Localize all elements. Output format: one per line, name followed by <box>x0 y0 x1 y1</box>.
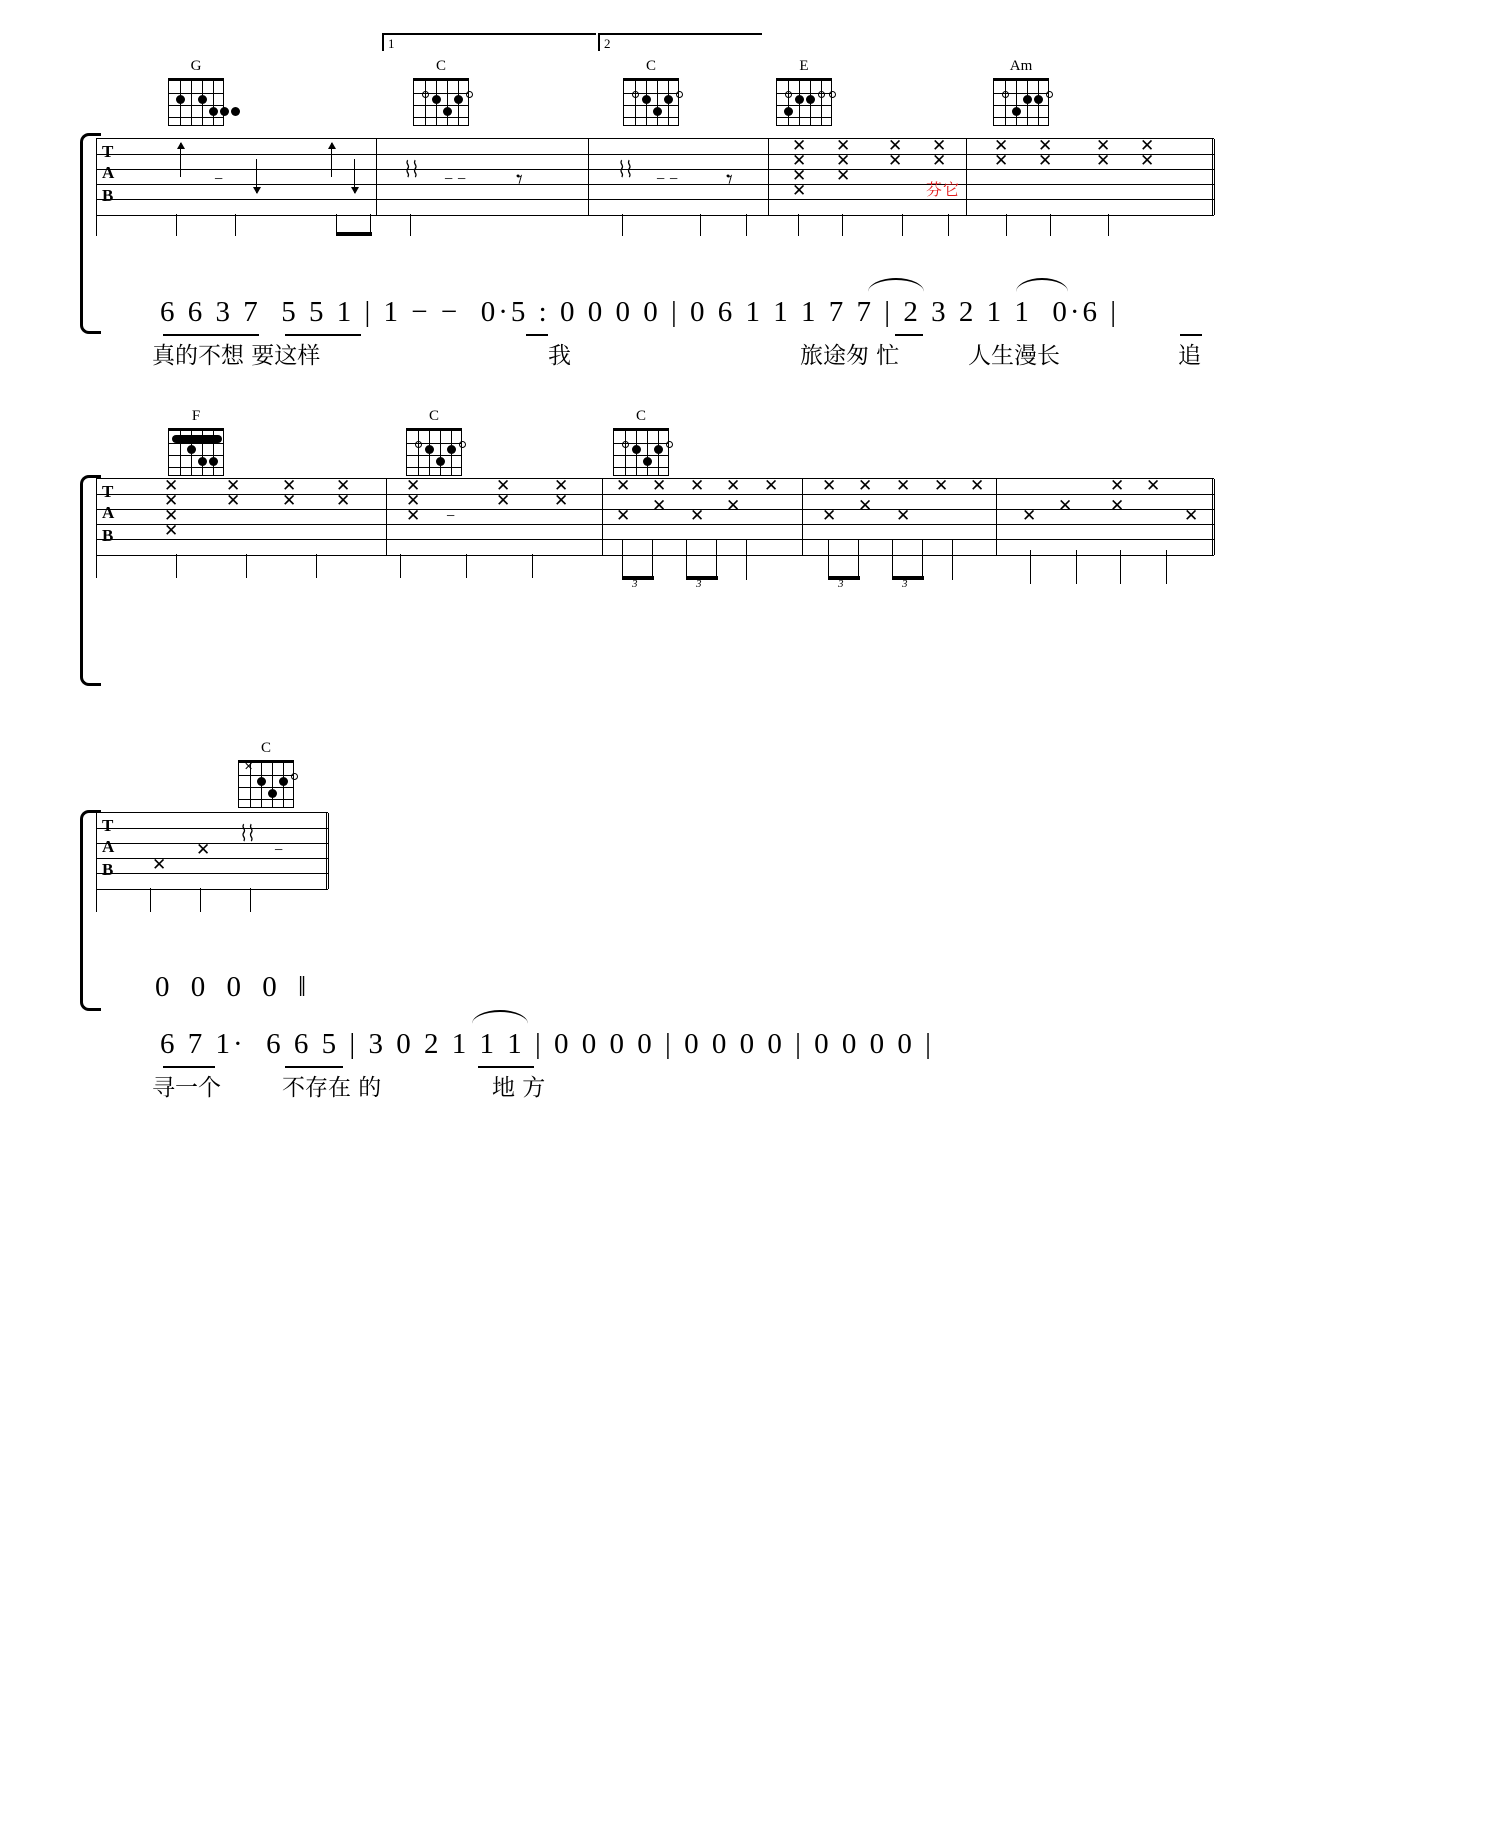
mute-x: ✕ <box>836 151 851 170</box>
lyrics-line-1-e: 追 <box>1178 343 1201 369</box>
mute-x: ✕ <box>792 181 807 200</box>
mute-x: ✕ <box>1110 496 1125 515</box>
mute-x: ✕ <box>226 476 241 495</box>
mute-x: ✕ <box>1038 136 1053 155</box>
mute-x: ✕ <box>616 476 631 495</box>
tab-dash: − − <box>444 171 467 188</box>
mute-x: ✕ <box>406 506 421 525</box>
mute-x: ✕ <box>652 496 667 515</box>
mute-x: ✕ <box>858 496 873 515</box>
mute-x: ✕ <box>934 476 949 495</box>
tab-dash: − <box>214 171 224 188</box>
note-stem <box>652 540 653 580</box>
note-beam <box>828 576 860 580</box>
note-stem <box>150 888 151 912</box>
mute-x: ✕ <box>554 491 569 510</box>
note-stem <box>746 214 747 236</box>
jianpu-underline <box>163 334 259 336</box>
note-stem <box>622 540 623 580</box>
tab-letter-b: B <box>102 186 114 205</box>
strum-down-arrow <box>256 159 257 193</box>
lyrics-line-1-d: 人生漫长 <box>968 343 1060 369</box>
note-stem <box>842 214 843 236</box>
triplet-marker: 3 <box>902 578 908 590</box>
mute-x: ✕ <box>896 506 911 525</box>
mute-x: ✕ <box>1140 136 1155 155</box>
mute-x: ✕ <box>858 476 873 495</box>
slur <box>1016 278 1068 292</box>
mute-x: ✕ <box>406 491 421 510</box>
rest-mark: 𝄾 <box>516 165 523 194</box>
jianpu-line-2: 6 7 1· 6 6 5 | 3 0 2 1 1 1 | 0 0 0 0 | 0 0 0 0 | 0 0 0 0 | <box>160 1028 934 1060</box>
mute-x: ✕ <box>152 855 167 874</box>
note-beam <box>686 576 718 580</box>
mute-x: ✕ <box>164 491 179 510</box>
tab-letter-a: A <box>102 163 115 182</box>
note-stem <box>828 540 829 580</box>
lyrics-line-2-a: 寻一个 <box>152 1075 221 1101</box>
mute-x: ✕ <box>836 136 851 155</box>
mute-x: ✕ <box>822 476 837 495</box>
tab-letter-b: B <box>102 526 114 545</box>
mute-x: ✕ <box>1096 151 1111 170</box>
note-stem <box>700 214 701 236</box>
note-stem <box>466 554 467 578</box>
ending-number-1: 1 <box>388 36 395 51</box>
note-stem <box>922 540 923 580</box>
mute-x: ✕ <box>1110 476 1125 495</box>
mute-x: ✕ <box>690 476 705 495</box>
mute-x: ✕ <box>1096 136 1111 155</box>
chord-name: G <box>190 58 202 74</box>
mute-x: ✕ <box>164 506 179 525</box>
strum-up-arrow <box>180 143 181 177</box>
note-stem <box>176 554 177 578</box>
muted-string-x: ✕ <box>244 761 254 773</box>
note-stem <box>96 888 97 912</box>
mute-x: ✕ <box>226 491 241 510</box>
mute-x: ✕ <box>932 136 947 155</box>
arpeggio-squiggle: ⌇⌇ <box>240 821 256 846</box>
note-stem <box>952 540 953 580</box>
mute-x: ✕ <box>1184 506 1199 525</box>
mute-x: ✕ <box>994 136 1009 155</box>
tab-dash: − <box>274 842 284 859</box>
mute-x: ✕ <box>896 476 911 495</box>
jianpu-line-3: 0 0 0 0 ‖ <box>155 971 314 1003</box>
lyrics-line-2-c: 地 方 <box>492 1075 546 1101</box>
mute-x: ✕ <box>282 476 297 495</box>
chord-grid <box>776 78 832 126</box>
tab-letter-a: A <box>102 503 115 522</box>
lyrics-line-1-a: 真的不想 要这样 <box>152 343 321 369</box>
tab-letter-a: A <box>102 837 115 856</box>
note-stem <box>250 888 251 912</box>
note-stem <box>1108 214 1109 236</box>
note-stem <box>716 540 717 580</box>
note-stem <box>400 554 401 578</box>
mute-x: ✕ <box>1022 506 1037 525</box>
note-stem <box>176 214 177 236</box>
note-stem <box>1030 550 1031 584</box>
jianpu-underline <box>1180 334 1202 336</box>
system-1 <box>0 0 1500 380</box>
chord-grid <box>993 78 1049 126</box>
rest-mark: 𝄾 <box>726 165 733 194</box>
chord-grid <box>623 78 679 126</box>
chord-grid <box>168 78 224 126</box>
system-2 <box>0 390 1500 1101</box>
note-stem <box>798 214 799 236</box>
tab-letter-t: T <box>102 142 114 161</box>
note-stem <box>96 214 97 236</box>
watermark: 芬它 <box>926 180 961 199</box>
mute-x: ✕ <box>164 476 179 495</box>
tab-staff <box>96 812 328 890</box>
mute-x: ✕ <box>764 476 779 495</box>
note-stem <box>746 540 747 580</box>
note-beam <box>622 576 654 580</box>
chord-grid <box>168 428 224 476</box>
chord-name: C <box>428 408 439 424</box>
mute-x: ✕ <box>726 476 741 495</box>
triplet-marker: 3 <box>696 578 702 590</box>
ending-bracket-1 <box>382 33 596 51</box>
triplet-marker: 3 <box>838 578 844 590</box>
chord-name: F <box>191 408 201 424</box>
arpeggio-squiggle: ⌇⌇ <box>618 157 634 182</box>
note-stem <box>1120 550 1121 584</box>
ending-bracket-2 <box>598 33 762 51</box>
note-stem <box>622 214 623 236</box>
tab-letter-t: T <box>102 482 114 501</box>
mute-x: ✕ <box>792 151 807 170</box>
mute-x: ✕ <box>496 476 511 495</box>
mute-x: ✕ <box>888 151 903 170</box>
note-stem <box>1076 550 1077 584</box>
note-stem <box>1050 214 1051 236</box>
note-beam <box>336 232 372 236</box>
chord-grid <box>613 428 669 476</box>
note-stem <box>948 214 949 236</box>
mute-x: ✕ <box>1058 496 1073 515</box>
chord-name: C <box>635 408 646 424</box>
chord-name: C <box>260 740 271 756</box>
mute-x: ✕ <box>792 166 807 185</box>
note-stem <box>235 214 236 236</box>
note-beam <box>892 576 924 580</box>
tab-letter-t: T <box>102 816 114 835</box>
mute-x: ✕ <box>336 491 351 510</box>
mute-x: ✕ <box>554 476 569 495</box>
arpeggio-squiggle: ⌇⌇ <box>404 157 420 182</box>
jianpu-underline <box>895 334 923 336</box>
jianpu-line-1: 6 6 3 7 5 5 1 | 1 − − 0·5 : 0 0 0 0 | 0 6 1 1 1 7 7 | 2 3 2 1 1 0·6 | <box>160 296 1120 328</box>
tab-dash: − − <box>656 171 679 188</box>
tab-staff <box>96 138 1214 216</box>
mute-x: ✕ <box>496 491 511 510</box>
mute-x: ✕ <box>792 136 807 155</box>
mute-x: ✕ <box>1146 476 1161 495</box>
mute-x: ✕ <box>1140 151 1155 170</box>
mute-x: ✕ <box>690 506 705 525</box>
tab-staff <box>96 478 1214 556</box>
note-stem <box>858 540 859 580</box>
jianpu-underline <box>526 334 548 336</box>
jianpu-underline <box>285 334 361 336</box>
chord-grid <box>406 428 462 476</box>
chord-grid <box>238 760 294 808</box>
mute-x: ✕ <box>822 506 837 525</box>
note-stem <box>532 554 533 578</box>
mute-x: ✕ <box>336 476 351 495</box>
mute-x: ✕ <box>970 476 985 495</box>
note-stem <box>686 540 687 580</box>
chord-name: E <box>799 58 809 74</box>
mute-x: ✕ <box>164 521 179 540</box>
ending-number-2: 2 <box>604 36 611 51</box>
chord-name: C <box>645 58 656 74</box>
note-stem <box>1006 214 1007 236</box>
triplet-marker: 3 <box>632 578 638 590</box>
mute-x: ✕ <box>932 151 947 170</box>
mute-x: ✕ <box>196 840 211 859</box>
chord-grid <box>413 78 469 126</box>
note-stem <box>316 554 317 578</box>
note-stem <box>96 554 97 578</box>
strum-down-arrow <box>354 159 355 193</box>
lyrics-line-1-c: 旅途匆 忙 <box>800 343 900 369</box>
mute-x: ✕ <box>282 491 297 510</box>
note-stem <box>892 540 893 580</box>
note-stem <box>1166 550 1167 584</box>
strum-up-arrow <box>331 143 332 177</box>
chord-name: C <box>435 58 446 74</box>
mute-x: ✕ <box>836 166 851 185</box>
mute-x: ✕ <box>888 136 903 155</box>
chord-name: Am <box>1009 58 1033 74</box>
mute-x: ✕ <box>616 506 631 525</box>
mute-x: ✕ <box>726 496 741 515</box>
system-3 <box>0 730 1500 1070</box>
tab-dash: − <box>446 508 456 525</box>
slur <box>868 278 924 292</box>
mute-x: ✕ <box>406 476 421 495</box>
note-stem <box>902 214 903 236</box>
lyrics-line-1-b: 我 <box>548 343 571 369</box>
note-stem <box>200 888 201 912</box>
note-stem <box>246 554 247 578</box>
mute-x: ✕ <box>994 151 1009 170</box>
note-stem <box>410 214 411 236</box>
mute-x: ✕ <box>652 476 667 495</box>
tab-letter-b: B <box>102 860 114 879</box>
mute-x: ✕ <box>1038 151 1053 170</box>
lyrics-line-2-b: 不存在 的 <box>282 1075 382 1101</box>
